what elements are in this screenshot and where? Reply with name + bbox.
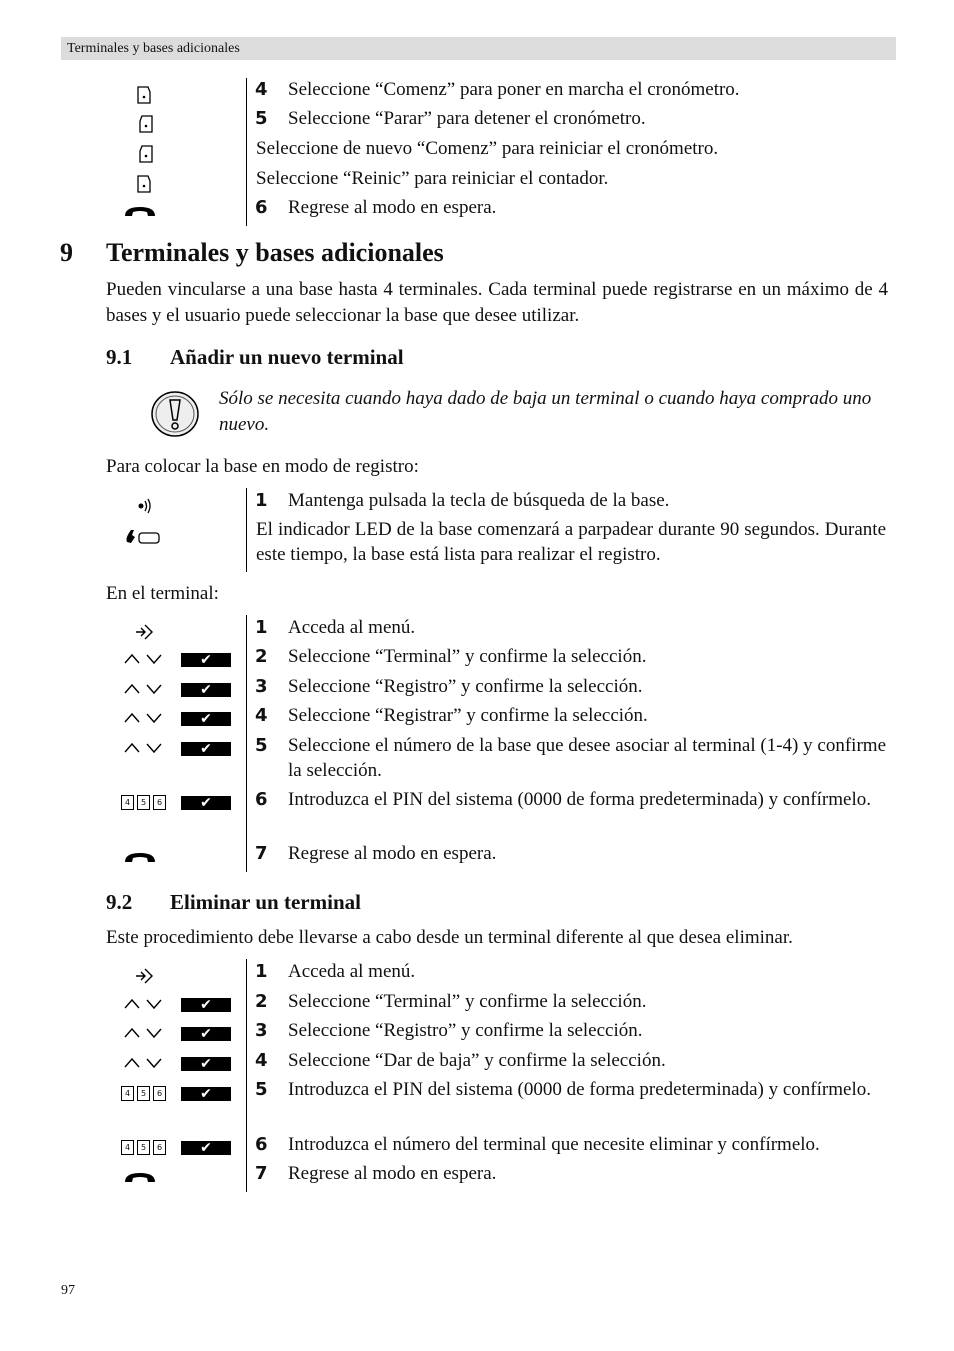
step-number: 6 — [255, 197, 268, 218]
key-5: 5 — [137, 1086, 150, 1101]
step-text: Seleccione “Terminal” y confirme la selección. — [288, 991, 647, 1012]
step-text: Regrese al modo en espera. — [288, 843, 497, 864]
section-9-2-number: 9.2 — [106, 890, 133, 914]
numeric-keys-icon — [121, 1140, 166, 1155]
step-text: Regrese al modo en espera. — [288, 197, 497, 218]
step-number: 4 — [255, 1050, 268, 1071]
step-number: 4 — [255, 79, 268, 100]
confirm-key-icon: ✔ — [181, 712, 231, 726]
step-text: Mantenga pulsada la tecla de búsqueda de la base. — [288, 490, 670, 511]
paging-key-icon — [115, 492, 243, 520]
key-5: 5 — [137, 795, 150, 810]
step-text: Seleccione el número de la base que desee asociar al terminal (1-4) y confirme la selección. — [288, 735, 886, 781]
step-text: Acceda al menú. — [288, 961, 416, 982]
step-text: Seleccione “Terminal” y confirme la selección. — [288, 646, 647, 667]
base-intro: Para colocar la base en modo de registro: — [106, 456, 419, 477]
softkey-right-icon — [115, 82, 243, 110]
step-number: 1 — [255, 617, 268, 638]
navigation-arrows-icon — [123, 996, 165, 1010]
step-number: 3 — [255, 676, 268, 697]
running-header — [61, 37, 896, 60]
step-number: 2 — [255, 646, 268, 667]
key-4: 4 — [121, 795, 134, 810]
step-number: 5 — [255, 735, 268, 756]
confirm-key-icon: ✔ — [181, 998, 231, 1012]
step-number: 5 — [255, 108, 268, 129]
section-9-1-number: 9.1 — [106, 345, 133, 369]
section-9-title: Terminales y bases adicionales — [106, 238, 444, 267]
section-number: 9 — [60, 238, 73, 267]
step-text: Seleccione “Comenz” para poner en marcha el cronómetro. — [288, 79, 740, 100]
step-text: Introduzca el PIN del sistema (0000 de forma predeterminada) y confírmelo. — [288, 789, 871, 810]
key-6: 6 — [153, 1140, 166, 1155]
step-number: 3 — [255, 1020, 268, 1041]
key-6: 6 — [153, 795, 166, 810]
step-text: Seleccione “Registrar” y confirme la selección. — [288, 705, 648, 726]
base-steps-divider — [246, 488, 247, 572]
menu-key-icon — [115, 963, 243, 991]
navigation-arrows-icon — [123, 1025, 165, 1039]
step-text: Acceda al menú. — [288, 617, 416, 638]
step-text: Introduzca el PIN del sistema (0000 de forma predeterminada) y confírmelo. — [288, 1079, 871, 1100]
softkey-left-icon — [115, 141, 243, 169]
step-number: 1 — [255, 961, 268, 982]
step-number: 7 — [255, 1163, 268, 1184]
confirm-key-icon: ✔ — [181, 742, 231, 756]
note-text: Sólo se necesita cuando haya dado de baja un terminal o cuando haya comprado uno nuevo. — [219, 388, 872, 435]
navigation-arrows-icon — [123, 1055, 165, 1069]
confirm-key-icon: ✔ — [181, 796, 231, 810]
softkey-right-icon — [115, 171, 243, 199]
menu-key-icon — [115, 619, 243, 647]
softkey-left-icon — [115, 111, 243, 139]
step-text: Seleccione “Dar de baja” y confirme la selección. — [288, 1050, 666, 1071]
hangup-icon — [115, 1166, 243, 1194]
step-number: 7 — [255, 843, 268, 864]
step-number: 4 — [255, 705, 268, 726]
section-9-2-title: Eliminar un terminal — [170, 890, 361, 914]
step-number: 1 — [255, 490, 268, 511]
key-4: 4 — [121, 1086, 134, 1101]
terminal-intro: En el terminal: — [106, 583, 219, 604]
section-9-1-title: Añadir un nuevo terminal — [170, 345, 404, 369]
step-text: Regrese al modo en espera. — [288, 1163, 497, 1184]
confirm-key-icon: ✔ — [181, 683, 231, 697]
step-text: Seleccione “Registro” y confirme la selección. — [288, 1020, 643, 1041]
step-number: 5 — [255, 1079, 268, 1100]
section-9-heading — [60, 238, 73, 268]
numeric-keys-icon — [121, 1086, 166, 1101]
confirm-key-icon: ✔ — [181, 1027, 231, 1041]
section-9-2-intro: Este procedimiento debe llevarse a cabo desde un terminal diferente al que desea eliminar. — [106, 927, 793, 948]
step-number: 6 — [255, 789, 268, 810]
section-9-intro: Pueden vincularse a una base hasta 4 terminales. Cada terminal puede registrarse en un máximo de 4 bases y el usuario puede seleccionar la base que desee utilizar. — [106, 279, 888, 326]
confirm-key-icon: ✔ — [181, 1141, 231, 1155]
warning-icon — [150, 390, 200, 438]
navigation-arrows-icon — [123, 681, 165, 695]
step-text: Introduzca el número del terminal que necesite eliminar y confírmelo. — [288, 1134, 820, 1155]
navigation-arrows-icon — [123, 740, 165, 754]
page-number: 97 — [61, 1283, 75, 1298]
terminal-steps-divider — [246, 615, 247, 872]
key-4: 4 — [121, 1140, 134, 1155]
key-5: 5 — [137, 1140, 150, 1155]
header-title: Terminales y bases adicionales — [67, 41, 240, 56]
confirm-key-icon: ✔ — [181, 1087, 231, 1101]
step-text: El indicador LED de la base comenzará a parpadear durante 90 segundos. Durante este tiempo, la base está lista para realizar el registro. — [256, 519, 886, 565]
step-text: Seleccione “Parar” para detener el cronómetro. — [288, 108, 646, 129]
navigation-arrows-icon — [123, 651, 165, 665]
navigation-arrows-icon — [123, 710, 165, 724]
numeric-keys-icon — [121, 795, 166, 810]
delete-steps-divider — [246, 959, 247, 1192]
base-led-icon — [115, 522, 243, 550]
step-text: Seleccione “Registro” y confirme la selección. — [288, 676, 643, 697]
step-text: Seleccione de nuevo “Comenz” para reiniciar el cronómetro. — [256, 138, 719, 159]
hangup-icon — [115, 846, 243, 874]
confirm-key-icon: ✔ — [181, 653, 231, 667]
step-number: 2 — [255, 991, 268, 1012]
step-text: Seleccione “Reinic” para reiniciar el contador. — [256, 168, 609, 189]
confirm-key-icon: ✔ — [181, 1057, 231, 1071]
key-6: 6 — [153, 1086, 166, 1101]
top-steps-divider — [246, 78, 247, 226]
step-number: 6 — [255, 1134, 268, 1155]
hangup-icon — [115, 200, 243, 228]
